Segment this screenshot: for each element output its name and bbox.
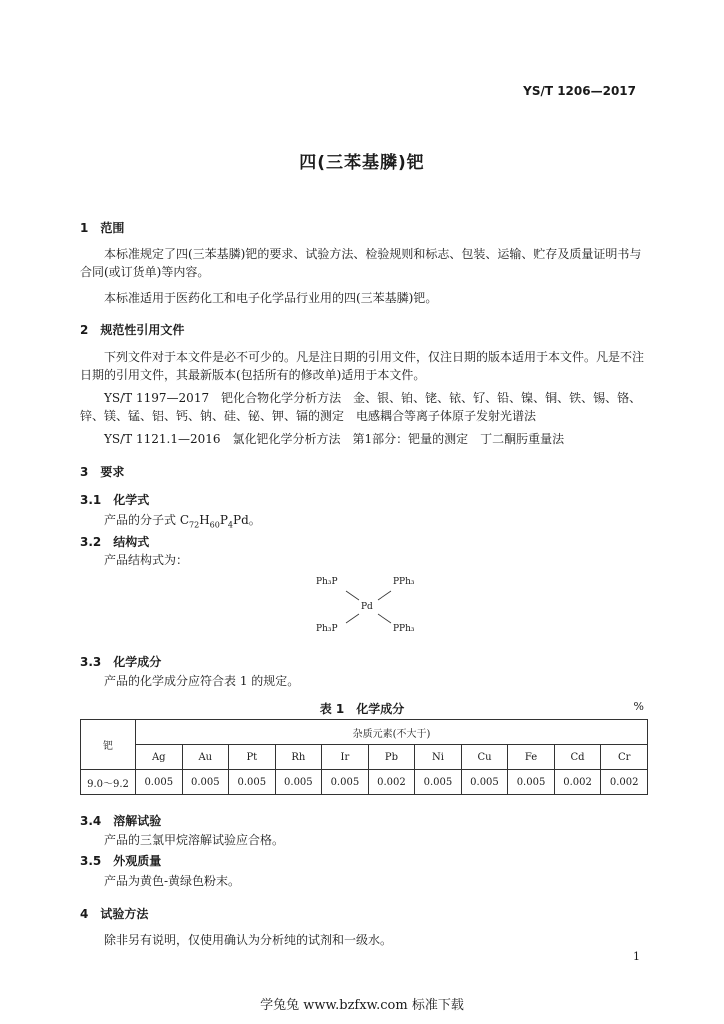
footer-watermark: 学兔兔 www.bzfxw.com 标准下载 bbox=[260, 998, 464, 1013]
ligand-bottom-left: Ph₃P bbox=[316, 624, 338, 634]
element-header: Rh bbox=[275, 745, 322, 770]
section-1-paragraph-1: 本标准规定了四(三苯基膦)钯的要求、试验方法、检验规则和标志、包装、运输、贮存及质量证明书与合同(或订货单)等内容。 bbox=[80, 247, 642, 279]
page-number: 1 bbox=[633, 950, 640, 963]
element-header: Cr bbox=[601, 745, 648, 770]
value-cell: 0.002 bbox=[554, 770, 601, 795]
value-cell: 0.002 bbox=[368, 770, 415, 795]
element-header: Cu bbox=[461, 745, 508, 770]
element-row bbox=[81, 745, 648, 770]
value-cell: 0.005 bbox=[275, 770, 322, 795]
document-title: 四(三苯基膦)钯 bbox=[299, 153, 425, 173]
ligand-top-left: Ph₃P bbox=[316, 577, 338, 587]
section-2-paragraph-1: 下列文件对于本文件是必不可少的。凡是注日期的引用文件，仅注日期的版本适用于本文件。凡是不注日期的引用文件，其最新版本(包括所有的修改单)适用于本文件。 bbox=[80, 350, 645, 382]
bond-top-right bbox=[378, 591, 391, 600]
element-header: Ir bbox=[322, 745, 369, 770]
element-header: Ni bbox=[415, 745, 462, 770]
section-2-heading: 2 规范性引用文件 bbox=[80, 323, 185, 337]
section-3-2-heading: 3.2 结构式 bbox=[80, 535, 150, 549]
bond-top-left bbox=[346, 591, 359, 600]
section-3-3-text: 产品的化学成分应符合表 1 的规定。 bbox=[104, 674, 300, 688]
value-cell: 0.005 bbox=[415, 770, 462, 795]
section-1-paragraph-2: 本标准适用于医药化工和电子化学品行业用的四(三苯基膦)钯。 bbox=[104, 291, 438, 305]
main-value-cell: 9.0～9.2 bbox=[81, 770, 136, 795]
element-header: Pt bbox=[229, 745, 276, 770]
section-3-5-text: 产品为黄色-黄绿色粉末。 bbox=[104, 874, 241, 888]
element-header: Cd bbox=[554, 745, 601, 770]
palladium-center: Pd bbox=[361, 602, 373, 612]
section-3-4-heading: 3.4 溶解试验 bbox=[80, 814, 162, 828]
value-cell: 0.005 bbox=[229, 770, 276, 795]
ligand-bottom-right: PPh₃ bbox=[393, 624, 415, 634]
value-cell: 0.005 bbox=[461, 770, 508, 795]
section-2-reference-1: YS/T 1197—2017 钯化合物化学分析方法 金、银、铂、铑、铱、钌、铅、镍、铜、铁、锡、铬、锌、镁、锰、铝、钙、钠、硅、铋、钾、镉的测定 电感耦合等离子体原子发射光谱法 bbox=[80, 391, 642, 423]
chemical-composition-table bbox=[80, 719, 648, 795]
table-row bbox=[81, 770, 648, 795]
value-cell: 0.005 bbox=[508, 770, 555, 795]
section-3-5-heading: 3.5 外观质量 bbox=[80, 854, 162, 868]
section-3-2-text: 产品结构式为： bbox=[104, 553, 189, 567]
molecular-formula: 产品的分子式 $C_{72}H_{60}P_4Pd$。 bbox=[104, 513, 261, 530]
element-header: Au bbox=[182, 745, 229, 770]
ligand-top-right: PPh₃ bbox=[393, 577, 415, 587]
section-2-reference-2: YS/T 1121.1—2016 氯化钯化学分析方法 第1部分：钯量的测定 丁二酮肟重量法 bbox=[104, 432, 565, 446]
section-1-heading: 1 范围 bbox=[80, 221, 125, 235]
section-4-heading: 4 试验方法 bbox=[80, 907, 149, 921]
section-3-heading: 3 要求 bbox=[80, 465, 125, 479]
value-cell: 0.005 bbox=[136, 770, 183, 795]
section-3-1-heading: 3.1 化学式 bbox=[80, 493, 150, 507]
impurity-header: 杂质元素(不大于) bbox=[136, 720, 648, 745]
table-caption: 表 1 化学成分 bbox=[319, 702, 405, 716]
element-header: Ag bbox=[136, 745, 183, 770]
table-unit: % bbox=[633, 700, 644, 713]
structure-bonds bbox=[330, 585, 410, 630]
value-cell: 0.005 bbox=[182, 770, 229, 795]
section-3-3-heading: 3.3 化学成分 bbox=[80, 655, 162, 669]
bond-bottom-left bbox=[346, 614, 359, 623]
section-4-text: 除非另有说明，仅使用确认为分析纯的试剂和一级水。 bbox=[104, 933, 393, 947]
main-column-header: 钯 bbox=[81, 720, 136, 770]
value-cell: 0.005 bbox=[322, 770, 369, 795]
bond-bottom-right bbox=[378, 614, 391, 623]
element-header: Fe bbox=[508, 745, 555, 770]
table-header-row bbox=[81, 720, 648, 745]
element-header: Pb bbox=[368, 745, 415, 770]
section-3-4-text: 产品的三氯甲烷溶解试验应合格。 bbox=[104, 833, 285, 847]
value-cell: 0.002 bbox=[601, 770, 648, 795]
document-number: YS/T 1206—2017 bbox=[523, 84, 636, 98]
